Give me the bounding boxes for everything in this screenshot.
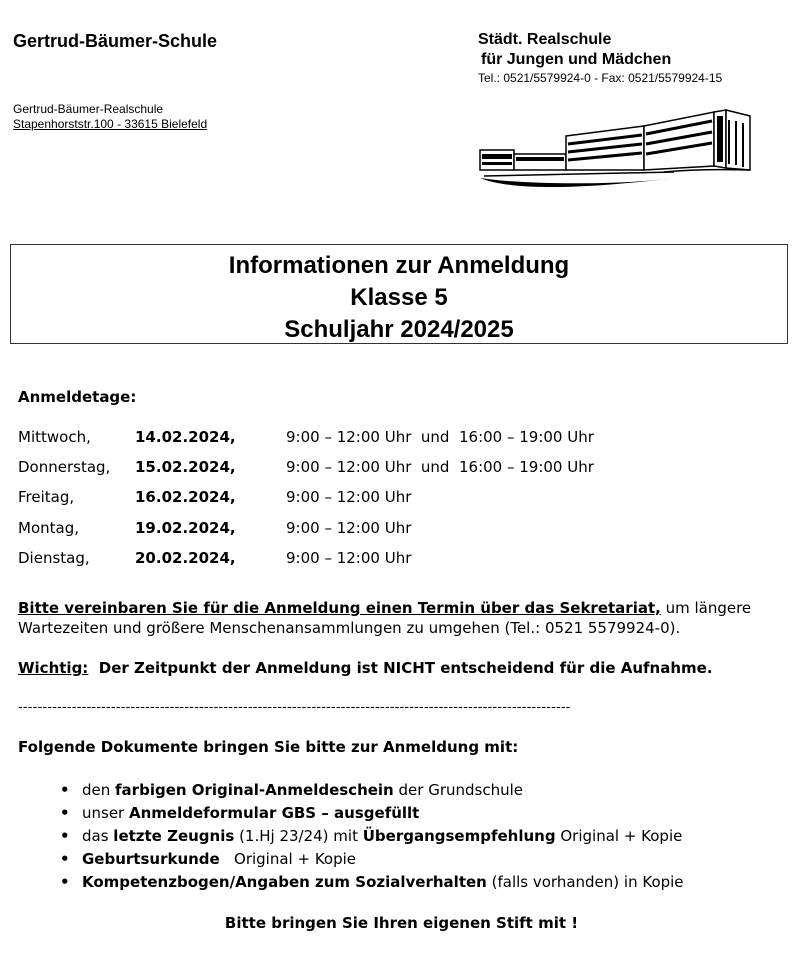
- title-line-2: Klasse 5: [350, 284, 448, 311]
- title-line-3: Schuljahr 2024/2025: [284, 316, 514, 343]
- registration-date: 20.02.2024,: [135, 549, 236, 567]
- item-bold-text: farbigen Original-Anmeldeschein: [115, 781, 394, 799]
- registration-date: 16.02.2024,: [135, 488, 236, 506]
- registration-day: Freitag,: [18, 488, 75, 506]
- registration-time: 9:00 – 12:00 Uhr: [286, 549, 412, 567]
- address-line-1: Gertrud-Bäumer-Realschule: [13, 102, 164, 116]
- address-line-2: Stapenhorststr.100 - 33615 Bielefeld: [13, 117, 208, 131]
- list-item: [60, 825, 684, 848]
- footer-note: Bitte bringen Sie Ihren eigenen Stift mit !: [224, 914, 579, 932]
- item-text: Original + Kopie: [219, 850, 357, 868]
- school-type: Städt. Realschule: [478, 31, 612, 48]
- separator-line: -----------------------------------------------------------------------------------------------------------------: [18, 700, 571, 715]
- school-name: Gertrud-Bäumer-Schule: [13, 31, 218, 51]
- registration-date: 19.02.2024,: [135, 519, 236, 537]
- bullet: •: [60, 827, 70, 845]
- appointment-note-strong: Bitte vereinbaren Sie für die Anmeldung einen Termin über das Sekretariat,: [18, 599, 661, 617]
- item-bold-text: Kompetenzbogen/Angaben zum Sozialverhalten: [82, 873, 487, 891]
- documents-list: [60, 779, 684, 894]
- title-box: [10, 244, 788, 344]
- item-bold-text: letzte Zeugnis: [113, 827, 235, 845]
- bullet: •: [60, 804, 70, 822]
- registration-time: 9:00 – 12:00 Uhr: [286, 488, 412, 506]
- important-text: Der Zeitpunkt der Anmeldung ist NICHT entscheidend für die Aufnahme.: [88, 659, 713, 677]
- registration-time: 9:00 – 12:00 Uhr und 16:00 – 19:00 Uhr: [286, 428, 594, 446]
- item-text: den: [82, 781, 116, 799]
- bullet: •: [60, 850, 70, 868]
- registration-time: 9:00 – 12:00 Uhr und 16:00 – 19:00 Uhr: [286, 458, 594, 476]
- school-subtitle: für Jungen und Mädchen: [481, 51, 672, 68]
- item-text: der Grundschule: [393, 781, 524, 799]
- registration-row: [18, 458, 778, 478]
- registration-day: Mittwoch,: [18, 428, 91, 446]
- important-label: Wichtig:: [18, 659, 89, 677]
- appointment-note: [18, 598, 788, 638]
- item-bold-text: Geburtsurkunde: [82, 850, 220, 868]
- documents-heading: Folgende Dokumente bringen Sie bitte zur Anmeldung mit:: [18, 738, 519, 756]
- list-item: [60, 871, 684, 894]
- item-bold-text: Übergangsempfehlung: [362, 827, 556, 845]
- title-line-1: Informationen zur Anmeldung: [228, 252, 570, 279]
- important-note: [18, 659, 713, 677]
- registration-row: [18, 428, 778, 448]
- item-text: das: [82, 827, 114, 845]
- school-building-logo: [474, 106, 754, 192]
- item-text: (1.Hj 23/24) mit: [234, 827, 363, 845]
- contact-phone-fax: Tel.: 0521/5579924-0 - Fax: 0521/5579924-15: [478, 71, 723, 85]
- list-item: [60, 779, 684, 802]
- registration-row: [18, 519, 778, 539]
- item-text: unser: [82, 804, 129, 822]
- list-item: [60, 802, 684, 825]
- registration-row: [18, 549, 778, 569]
- bullet: •: [60, 781, 70, 799]
- registration-day: Montag,: [18, 519, 79, 537]
- bullet: •: [60, 873, 70, 891]
- registration-row: [18, 488, 778, 508]
- registration-date: 15.02.2024,: [135, 458, 236, 476]
- registration-days-heading: Anmeldetage:: [18, 388, 137, 406]
- registration-day: Donnerstag,: [18, 458, 111, 476]
- appointment-note-rest: um längere Wartezeiten und größere Menschenansammlungen zu umgehen (Tel.: 0521 5579924-0).: [18, 599, 752, 637]
- list-item: [60, 848, 684, 871]
- item-bold-text: Anmeldeformular GBS – ausgefüllt: [129, 804, 420, 822]
- registration-date: 14.02.2024,: [135, 428, 236, 446]
- item-text: Original + Kopie: [555, 827, 683, 845]
- registration-day: Dienstag,: [18, 549, 90, 567]
- item-text: (falls vorhanden) in Kopie: [486, 873, 684, 891]
- registration-time: 9:00 – 12:00 Uhr: [286, 519, 412, 537]
